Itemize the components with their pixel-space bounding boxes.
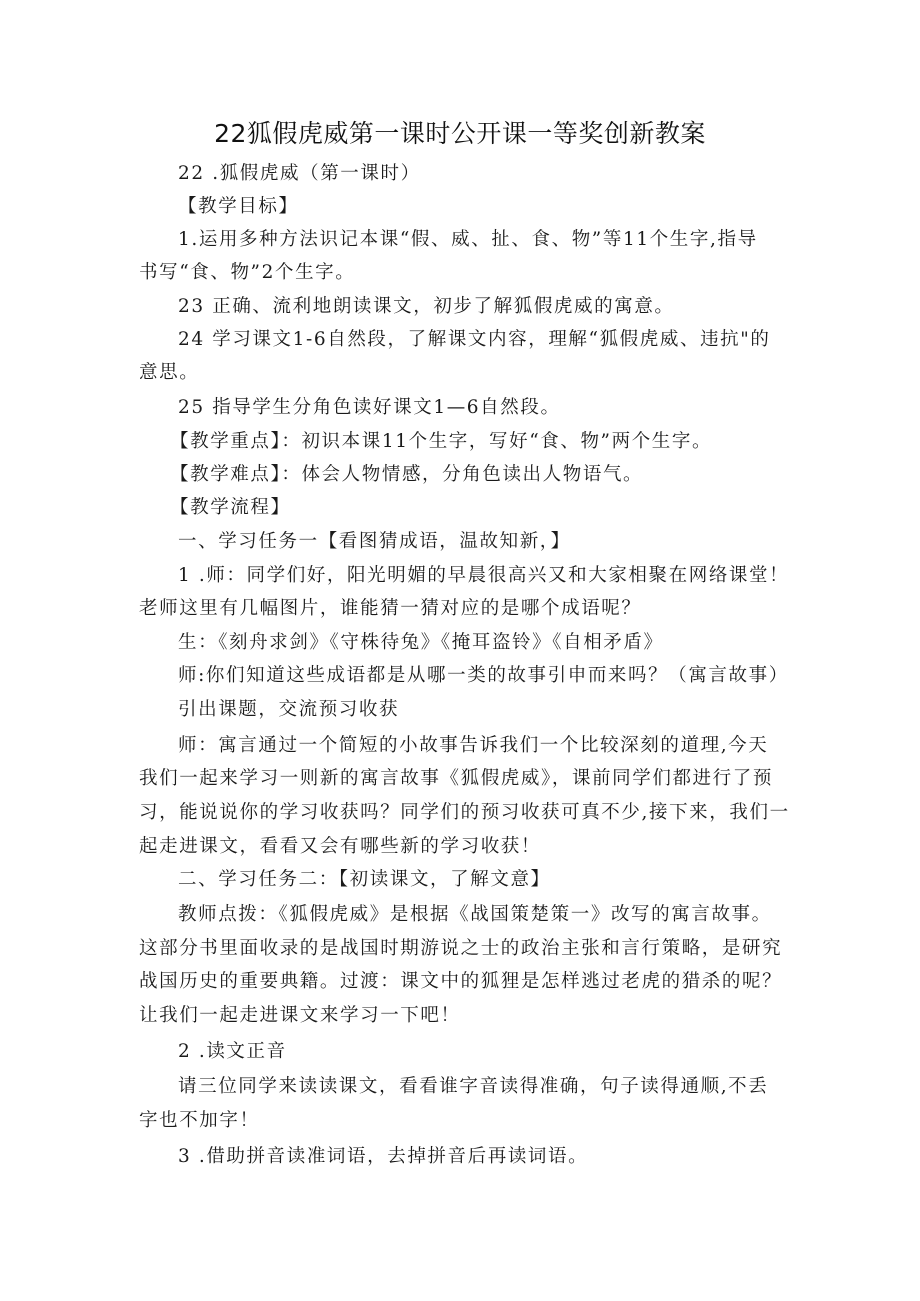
lesson-heading: 22 .狐假虎威（第一课时） bbox=[178, 163, 421, 184]
paragraph-line: 我们一起来学习一则新的寓言故事《狐假虎威》，课前同学们都进行了预 bbox=[139, 768, 773, 789]
key-points-line: 【教学重点】：初识本课11个生字，写好“食、物”两个生字。 bbox=[170, 431, 713, 452]
paragraph-line: 习，能说说你的学习收获吗？同学们的预习收获可真不少,接下来，我们一 bbox=[139, 802, 790, 823]
paragraph-line: 23 正确、流利地朗读课文，初步了解狐假虎威的寓意。 bbox=[178, 296, 675, 317]
paragraph-line: 请三位同学来读读课文，看看谁字音读得准确，句子读得通顺,不丢 bbox=[178, 1076, 769, 1097]
difficult-points-line: 【教学难点】：体会人物情感，分角色读出人物语气。 bbox=[170, 464, 644, 485]
paragraph-line: 意思。 bbox=[139, 362, 200, 383]
paragraph-line: 师:你们知道这些成语都是从哪一类的故事引申而来吗？（寓言故事） bbox=[178, 665, 789, 686]
paragraph-line: 老师这里有几幅图片，谁能猜一猜对应的是哪个成语呢？ bbox=[139, 598, 642, 619]
paragraph-line: 生：《刻舟求剑》《守株待兔》《掩耳盗铃》《自相矛盾》 bbox=[178, 632, 664, 653]
step-heading: 3 .借助拼音读准词语，去掉拼音后再读词语。 bbox=[178, 1146, 589, 1167]
paragraph-line: 字也不加字！ bbox=[139, 1110, 260, 1131]
paragraph-line: 书写“食、物”2个生字。 bbox=[139, 262, 356, 283]
section-heading-goals: 【教学目标】 bbox=[178, 196, 299, 217]
step-heading: 2 .读文正音 bbox=[178, 1041, 287, 1062]
task-one-heading: 一、学习任务一【看图猜成语，温故知新，】 bbox=[178, 531, 571, 552]
paragraph-line: 25 指导学生分角色读好课文1—6自然段。 bbox=[178, 397, 561, 418]
paragraph-line: 教师点拨：《狐假虎威》是根据《战国策楚策一》改写的寓言故事。 bbox=[178, 904, 772, 925]
paragraph-line: 师：寓言通过一个简短的小故事告诉我们一个比较深刻的道理,今天 bbox=[178, 735, 769, 756]
paragraph-line: 引出课题，交流预习收获 bbox=[178, 699, 400, 720]
paragraph-line: 这部分书里面收录的是战国时期游说之士的政治主张和言行策略，是研究 bbox=[139, 938, 783, 959]
paragraph-line: 让我们一起走进课文来学习一下吧！ bbox=[139, 1005, 461, 1026]
paragraph-line: 1.运用多种方法识记本课“假、威、扯、食、物”等11个生字,指导 bbox=[178, 229, 758, 250]
paragraph-line: 起走进课文，看看又会有哪些新的学习收获！ bbox=[139, 836, 542, 857]
task-two-heading: 二、学习任务二：【初读课文，了解文意】 bbox=[178, 869, 551, 890]
section-heading-process: 【教学流程】 bbox=[170, 497, 291, 518]
document-title: 22狐假虎威第一课时公开课一等奖创新教案 bbox=[214, 119, 706, 148]
paragraph-line: 24 学习课文1-6自然段，了解课文内容，理解“狐假虎威、违抗"的 bbox=[178, 329, 771, 350]
paragraph-line: 1 .师：同学们好，阳光明媚的早晨很高兴又和大家相聚在网络课堂！ bbox=[178, 565, 790, 586]
paragraph-line: 战国历史的重要典籍。过渡：课文中的狐狸是怎样逃过老虎的猎杀的呢？ bbox=[139, 971, 783, 992]
